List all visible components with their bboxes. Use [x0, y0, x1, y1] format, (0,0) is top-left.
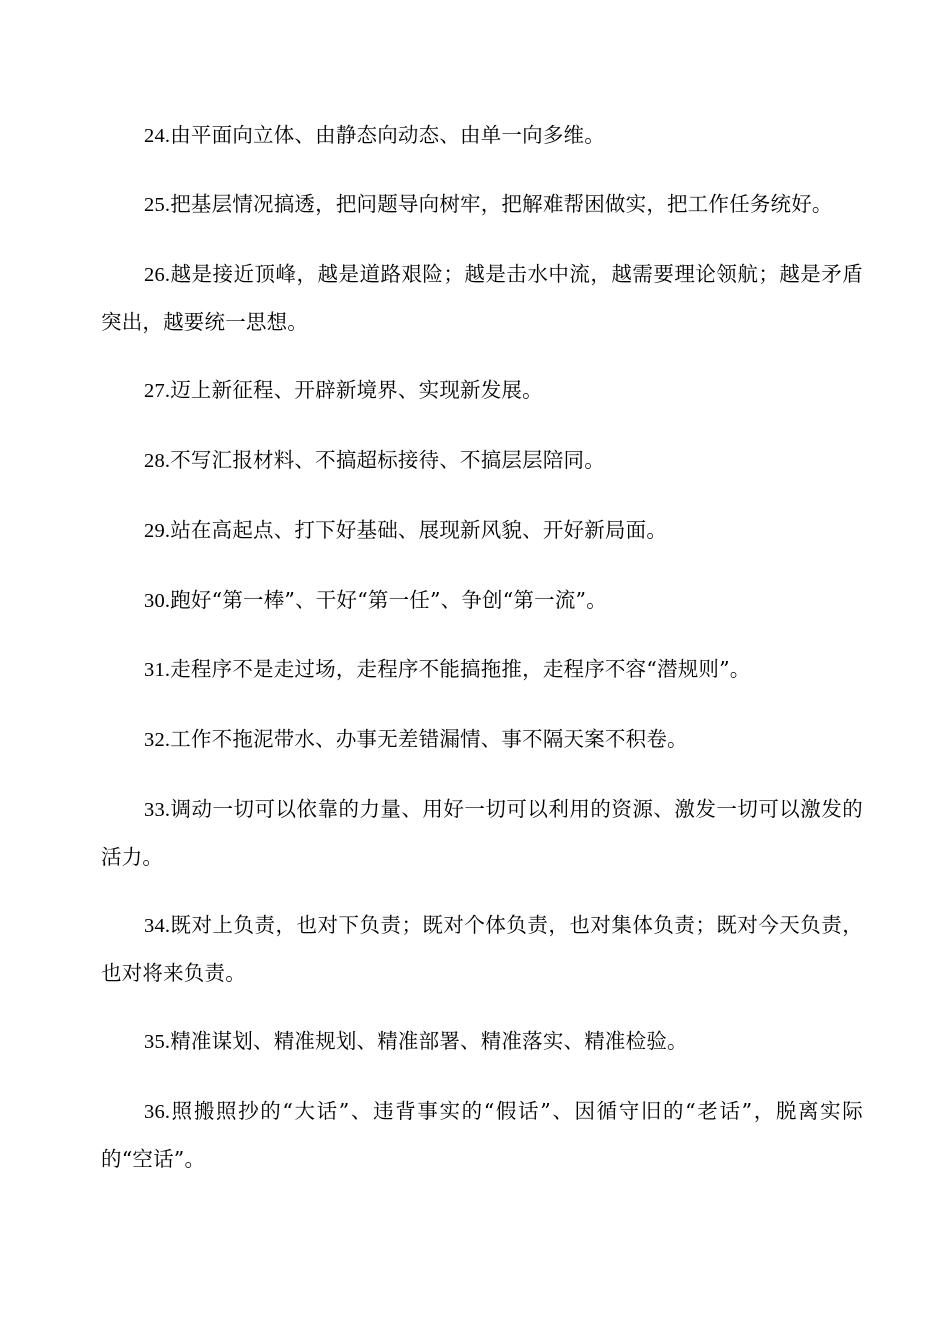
item-text: 走程序不是走过场，走程序不能搞拖推，走程序不容“潜规则”。 — [170, 657, 751, 681]
list-item-24 — [101, 112, 863, 160]
item-number: 35. — [144, 1031, 171, 1053]
item-text: 由平面向立体、由静态向动态、由单一向多维。 — [170, 123, 605, 147]
item-text: 不写汇报材料、不搞超标接待、不搞层层陪同。 — [170, 448, 605, 472]
list-item-35 — [101, 1018, 863, 1066]
item-text: 既对上负责，也对下负责；既对个体负责，也对集体负责；既对今天负责，也对将来负责。 — [101, 913, 863, 985]
list-item-28 — [101, 437, 863, 485]
item-number: 33. — [144, 799, 171, 821]
list-item-31 — [101, 646, 863, 694]
list-item-33 — [101, 786, 863, 881]
item-number: 31. — [144, 659, 171, 681]
item-text: 精准谋划、精准规划、精准部署、精准落实、精准检验。 — [170, 1029, 688, 1053]
list-item-29 — [101, 507, 863, 555]
item-text: 跑好“第一棒”、干好“第一任”、争创“第一流”。 — [170, 588, 607, 612]
item-number: 30. — [144, 590, 171, 612]
item-number: 32. — [144, 729, 171, 751]
item-text: 工作不拖泥带水、办事无差错漏情、事不隔天案不积卷。 — [170, 727, 688, 751]
item-text: 调动一切可以依靠的力量、用好一切可以利用的资源、激发一切可以激发的活力。 — [101, 797, 863, 869]
list-item-32 — [101, 716, 863, 764]
item-number: 28. — [144, 450, 171, 472]
item-text: 越是接近顶峰，越是道路艰险；越是击水中流，越需要理论领航；越是矛盾突出，越要统一思想。 — [101, 262, 863, 334]
item-text: 把基层情况搞透，把问题导向树牢，把解难帮困做实，把工作任务统好。 — [170, 192, 833, 216]
list-item-36 — [101, 1088, 863, 1183]
item-number: 26. — [144, 264, 171, 286]
list-item-34 — [101, 902, 863, 997]
item-number: 34. — [144, 915, 171, 937]
item-number: 36. — [144, 1101, 171, 1123]
item-number: 25. — [144, 194, 171, 216]
item-text: 迈上新征程、开辟新境界、实现新发展。 — [170, 378, 543, 402]
list-item-25 — [101, 181, 863, 229]
list-item-27 — [101, 367, 863, 415]
item-text: 站在高起点、打下好基础、展现新风貌、开好新局面。 — [170, 518, 668, 542]
item-text: 照搬照抄的“大话”、违背事实的“假话”、因循守旧的“老话”，脱离实际的“空话”。 — [101, 1099, 863, 1171]
item-number: 29. — [144, 520, 171, 542]
list-item-30 — [101, 577, 863, 625]
item-number: 27. — [144, 380, 171, 402]
item-number: 24. — [144, 125, 171, 147]
list-item-26 — [101, 251, 863, 346]
